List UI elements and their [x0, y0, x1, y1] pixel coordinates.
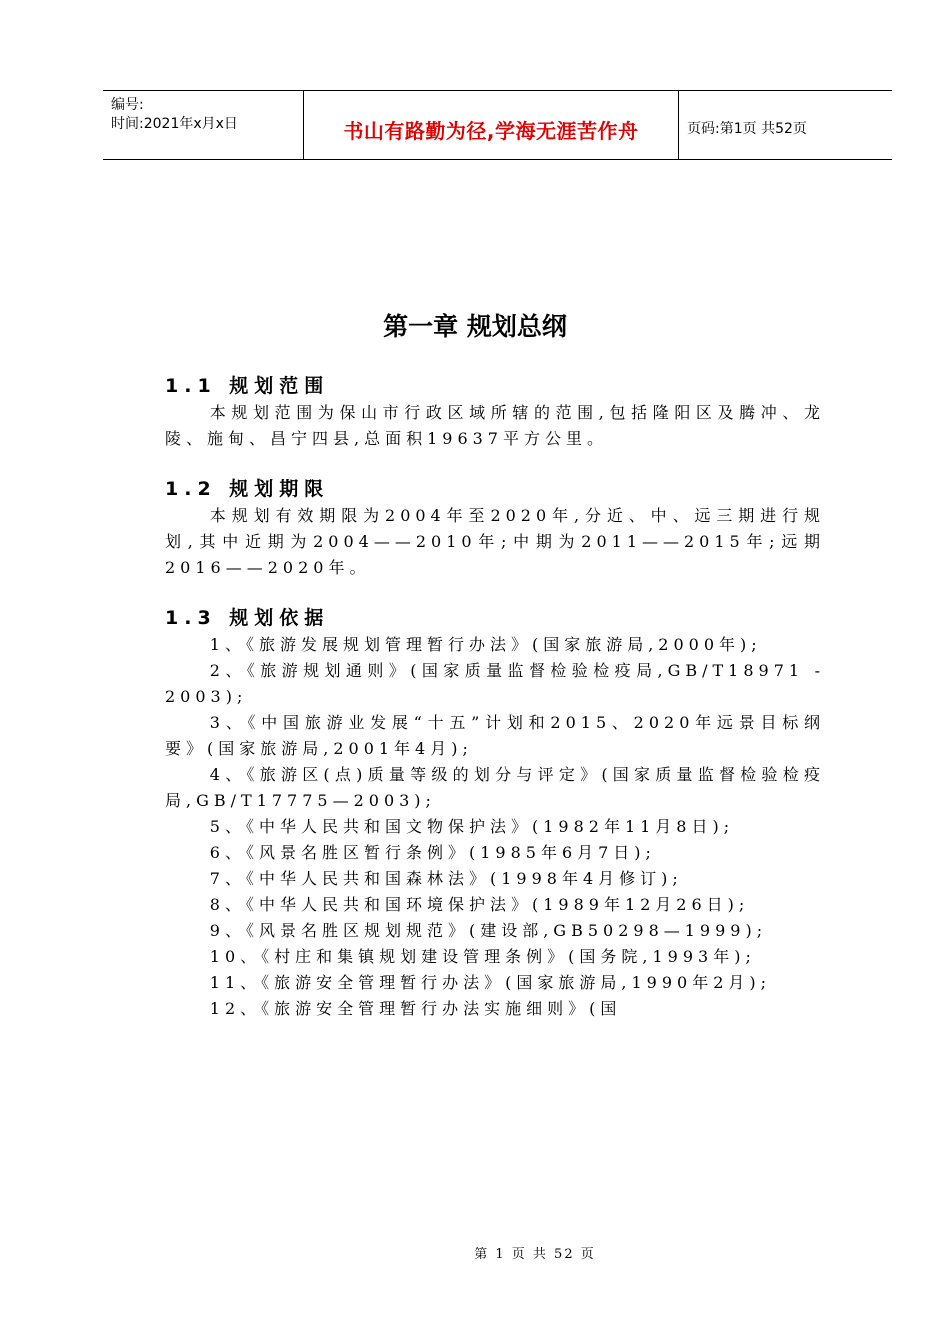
page-footer: [0, 1243, 950, 1262]
document-body: [165, 372, 825, 1022]
document-time-label: 时间:2021年x月x日: [111, 116, 238, 132]
list-item: 3、《中国旅游业发展“十五”计划和2015、2020年远景目标纲要》(国家旅游局,2001年4月);: [165, 713, 825, 758]
list-item: 1、《旅游发展规划管理暂行办法》(国家旅游局,2000年);: [209, 635, 762, 654]
header-motto: 书山有路勤为径,学海无涯苦作舟: [343, 119, 639, 143]
header-page-code: 页码:第1页 共52页: [687, 121, 807, 137]
footer-page-number: 第 1 页 共 52 页: [474, 1247, 596, 1262]
header-meta-cell: [103, 91, 303, 159]
section-basis: [165, 604, 825, 1022]
list-item: 8、《中华人民共和国环境保护法》(1989年12月26日);: [209, 895, 750, 914]
section-scope: [165, 372, 825, 452]
list-item: 5、《中华人民共和国文物保护法》(1982年11月8日);: [209, 817, 735, 836]
list-item: 6、《风景名胜区暂行条例》(1985年6月7日);: [209, 843, 656, 862]
list-item: 10、《村庄和集镇规划建设管理条例》(国务院,1993年);: [209, 947, 756, 966]
list-item: 2、《旅游规划通则》(国家质量监督检验检疫局,GB/T18971 - 2003);: [165, 661, 825, 706]
list-item: 9、《风景名胜区规划规范》(建设部,GB50298—1999);: [209, 921, 768, 940]
chapter-title: 第一章 规划总纲: [383, 312, 567, 341]
list-item: 7、《中华人民共和国森林法》(1998年4月修订);: [209, 869, 683, 888]
document-number-label: 编号:: [111, 97, 144, 113]
section-heading: 1.3 规划依据: [165, 607, 330, 629]
document-header: [103, 90, 892, 160]
section-heading: 1.1 规划范围: [165, 375, 330, 397]
list-item: 11、《旅游安全管理暂行办法》(国家旅游局,1990年2月);: [209, 973, 772, 992]
header-motto-cell: [303, 91, 679, 159]
section-heading: 1.2 规划期限: [165, 478, 330, 500]
header-page-cell: [678, 91, 892, 159]
section-period: [165, 475, 825, 581]
list-item: 12、《旅游安全管理暂行办法实施细则》(国: [209, 999, 622, 1018]
list-item: 4、《旅游区(点)质量等级的划分与评定》(国家质量监督检验检疫局,GB/T17775—2003);: [165, 765, 825, 810]
paragraph: 本规划有效期限为2004年至2020年,分近、中、远三期进行规划,其中近期为2004——2010年;中期为2011——2015年;远期2016——2020年。: [165, 506, 825, 577]
paragraph: 本规划范围为保山市行政区域所辖的范围,包括隆阳区及腾冲、龙陵、施甸、昌宁四县,总面积19637平方公里。: [165, 403, 825, 448]
